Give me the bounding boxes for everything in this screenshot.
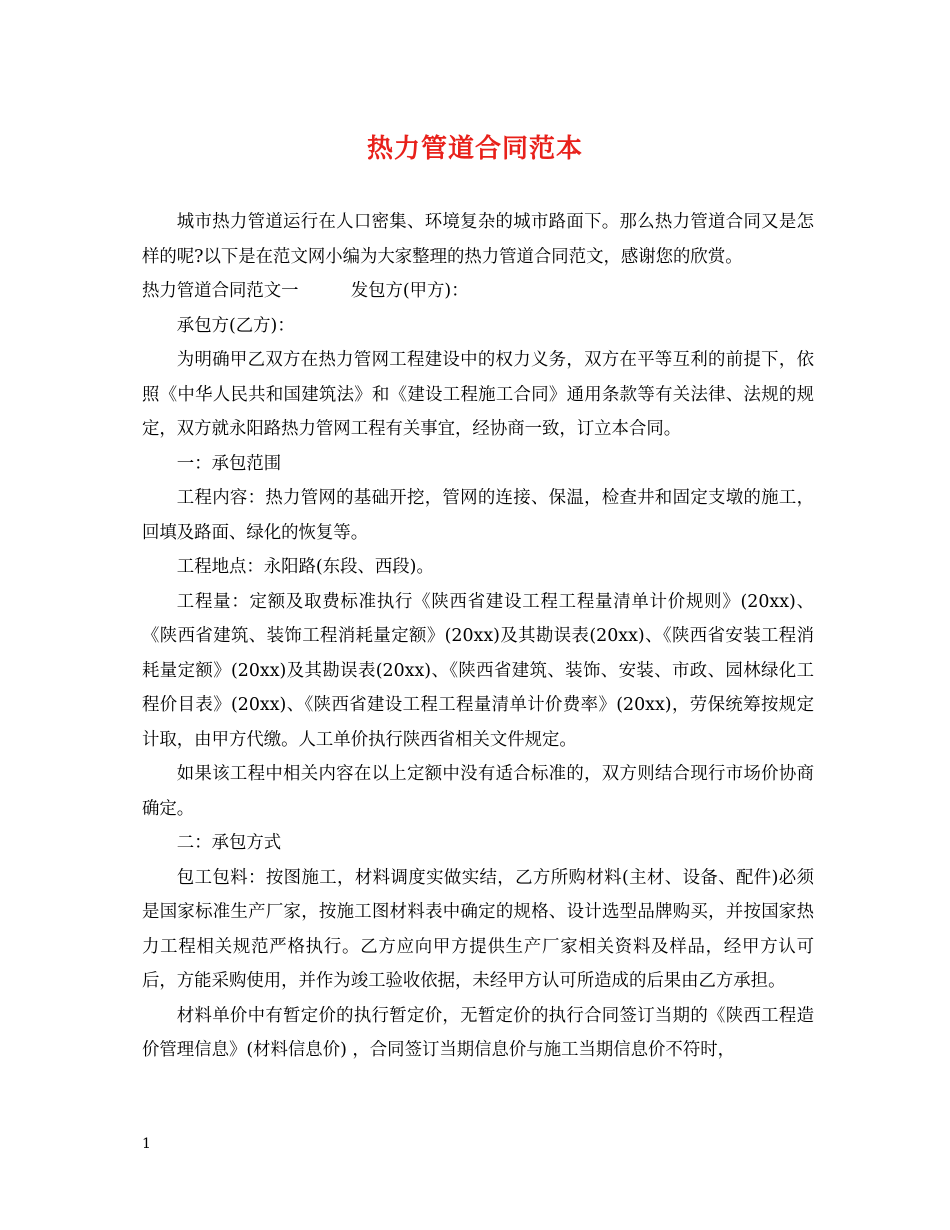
section-heading-scope: 一：承包范围 [176,453,282,474]
paragraph-market-price: 如果该工程中相关内容在以上定额中没有适合标准的，双方则结合现行市场价协商确定。 [142,764,814,819]
page-number: 1 [142,1136,151,1152]
paragraph-work-quantity: 工程量：定额及取费标准执行《陕西省建设工程工程量清单计价规则》(20xx)、《陕西省建筑、装饰工程消耗量定额》(20xx)及其勘误表(20xx)、《陕西省安装工程消耗量定额》(20xx)及其勘误表(20xx)、《陕西省建筑、装饰、安装、市政、园林绿化工程价目表》(20xx)、《陕西省建设工程工程量清单计价费率》(20xx)，劳保统筹按规定计取，由甲方代缴。人工单价执行陕西省相关文件规定。 [142,591,814,750]
paragraph-work-location: 工程地点：永阳路(东段、西段)。 [176,557,434,577]
section-heading-method: 二：承包方式 [176,833,282,853]
paragraph-labor-materials: 包工包料：按图施工，材料调度实做实结，乙方所购材料(主材、设备、配件)必须是国家标准生产厂家，按施工图材料表中确定的规格、设计选型品牌购买，并按国家热力工程相关规范严格执行。乙方应向甲方提供生产厂家相关资料及样品，经甲方认可后，方能采购使用，并作为竣工验收依据，未经甲方认可所造成的后果由乙方承担。 [142,867,814,991]
document-body [142,205,814,1068]
paragraph-material-price: 材料单价中有暂定价的执行暂定价，无暂定价的执行合同签订当期的《陕西工程造价管理信息》(材料信息价) ，合同签订当期信息价与施工当期信息价不符时， [142,1005,814,1060]
paragraph-intro: 城市热力管道运行在人口密集、环境复杂的城市路面下。那么热力管道合同又是怎样的呢?以下是在范文网小编为大家整理的热力管道合同范文，感谢您的欣赏。 [142,212,814,267]
paragraph-purpose: 为明确甲乙双方在热力管网工程建设中的权力义务，双方在平等互利的前提下，依照《中华人民共和国建筑法》和《建设工程施工合同》通用条款等有关法律、法规的规定，双方就永阳路热力管网工程有关事宜，经协商一致，订立本合同。 [142,350,814,439]
document-title: 热力管道合同范本 [366,134,583,164]
paragraph-contractor: 承包方(乙方)： [176,315,295,336]
paragraph-contract-heading: 热力管道合同范文一 发包方(甲方)： [142,281,469,301]
paragraph-work-content: 工程内容：热力管网的基础开挖，管网的连接、保温，检查井和固定支墩的施工，回填及路面、绿化的恢复等。 [142,488,814,543]
